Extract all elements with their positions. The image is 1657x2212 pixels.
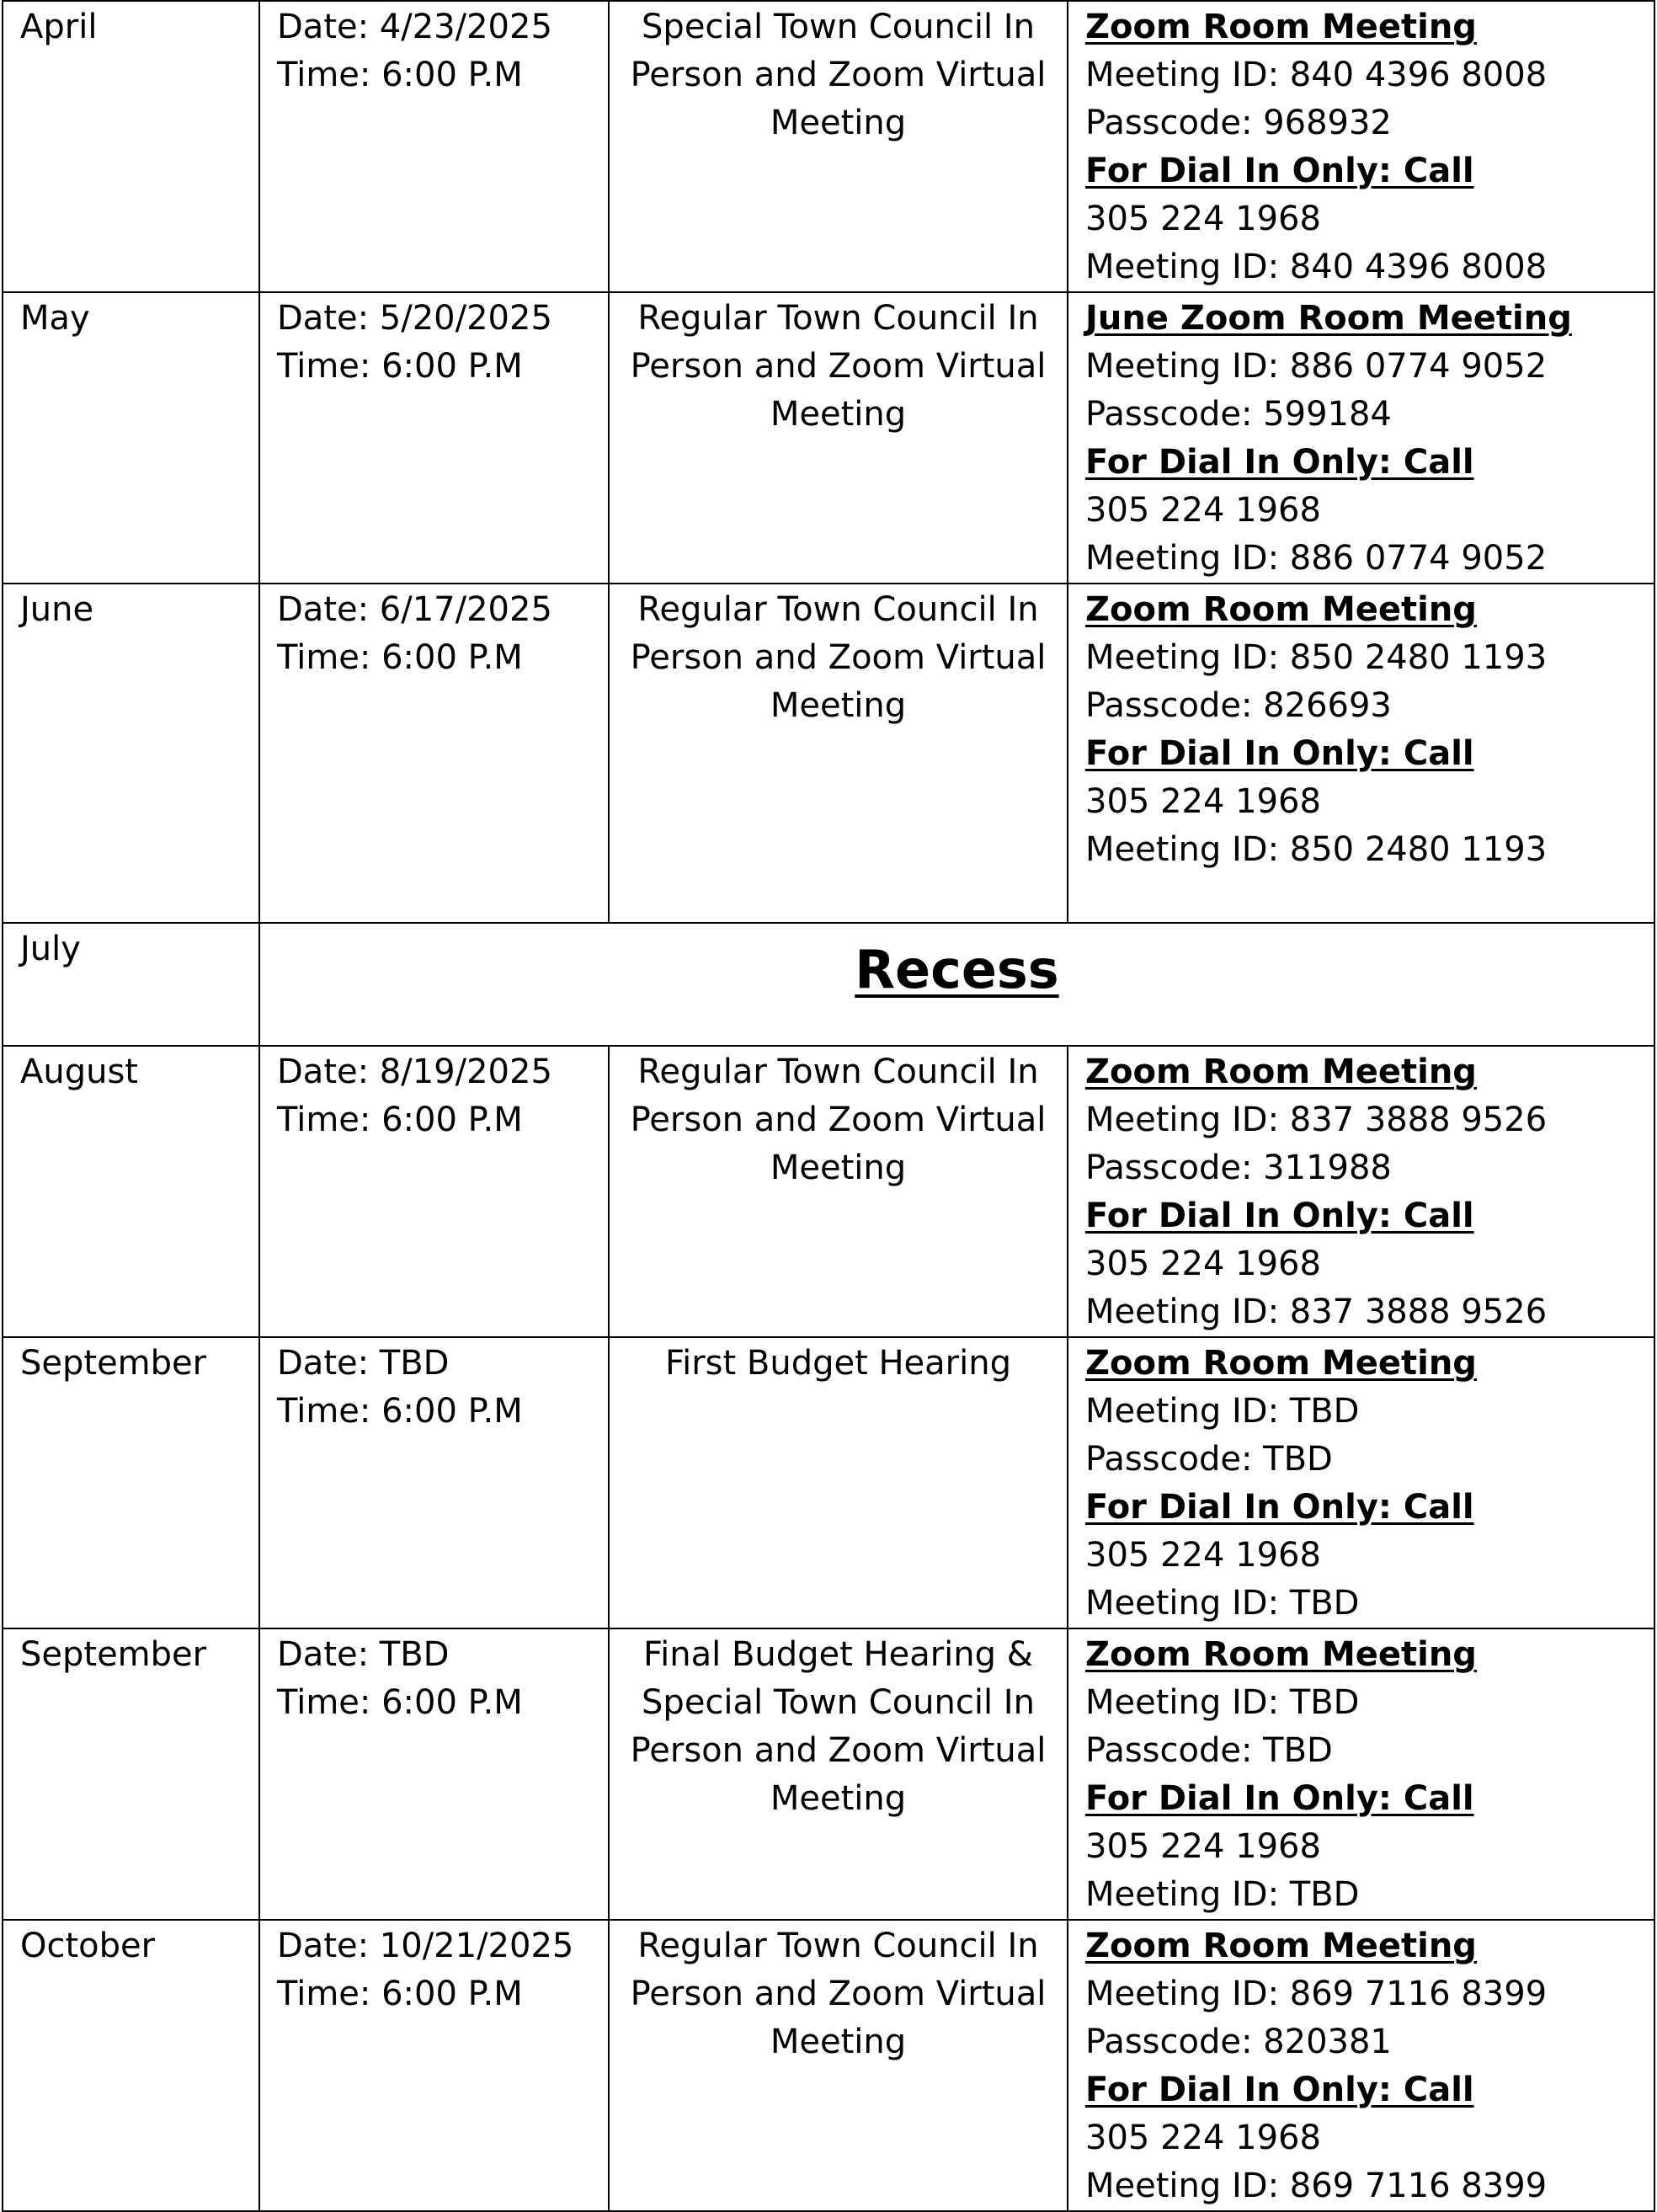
zoom-passcode: Passcode: 311988	[1085, 1149, 1392, 1187]
dial-in-heading: For Dial In Only: Call	[1085, 1197, 1474, 1235]
meeting-description: Final Budget Hearing & Special Town Council In Person and Zoom Virtual Meeting	[609, 1628, 1068, 1920]
month-cell	[3, 292, 259, 584]
month-label: October	[20, 1927, 156, 1965]
zoom-room-heading: Zoom Room Meeting	[1085, 1344, 1477, 1383]
datetime-cell	[259, 1046, 609, 1337]
dial-in-meeting-id: Meeting ID: 886 0774 9052	[1085, 539, 1548, 578]
datetime-cell	[259, 584, 609, 923]
zoom-meeting-id: Meeting ID: 869 7116 8399	[1085, 1975, 1548, 2013]
meeting-description: Special Town Council In Person and Zoom Virtual Meeting	[609, 1, 1068, 292]
month-label: May	[20, 299, 90, 338]
month-cell	[3, 1, 259, 292]
meeting-time: Time: 6:00 P.M	[277, 1101, 523, 1139]
zoom-meeting-id: Meeting ID: 840 4396 8008	[1085, 56, 1548, 94]
table-row	[3, 1920, 1654, 2211]
zoom-meeting-id: Meeting ID: TBD	[1085, 1392, 1360, 1431]
table-row	[3, 584, 1654, 923]
zoom-room-heading: June Zoom Room Meeting	[1085, 299, 1572, 338]
zoom-info-cell	[1068, 1920, 1654, 2211]
dial-in-heading: For Dial In Only: Call	[1085, 152, 1474, 190]
meeting-time: Time: 6:00 P.M	[277, 347, 523, 386]
zoom-room-heading: Zoom Room Meeting	[1085, 1927, 1477, 1965]
zoom-meeting-id: Meeting ID: 837 3888 9526	[1085, 1101, 1548, 1139]
meeting-date: Date: 5/20/2025	[277, 299, 552, 338]
month-cell	[3, 1337, 259, 1628]
month-label: August	[20, 1053, 138, 1091]
datetime-cell	[259, 1, 609, 292]
zoom-passcode: Passcode: 599184	[1085, 395, 1392, 434]
meeting-date: Date: 8/19/2025	[277, 1053, 552, 1091]
zoom-room-heading: Zoom Room Meeting	[1085, 1053, 1477, 1091]
meeting-time: Time: 6:00 P.M	[277, 638, 523, 677]
meeting-date: Date: TBD	[277, 1635, 450, 1674]
dial-in-number: 305 224 1968	[1085, 200, 1321, 238]
dial-in-meeting-id: Meeting ID: TBD	[1085, 1584, 1360, 1623]
recess-cell	[259, 923, 1654, 1046]
recess-label: Recess	[855, 939, 1059, 1000]
datetime-cell	[259, 1628, 609, 1920]
meeting-description: First Budget Hearing	[609, 1337, 1068, 1628]
month-label: September	[20, 1344, 207, 1383]
meeting-description: Regular Town Council In Person and Zoom Virtual Meeting	[609, 584, 1068, 923]
zoom-meeting-id: Meeting ID: TBD	[1085, 1683, 1360, 1722]
dial-in-meeting-id: Meeting ID: 850 2480 1193	[1085, 830, 1548, 869]
dial-in-number: 305 224 1968	[1085, 491, 1321, 530]
meeting-date: Date: TBD	[277, 1344, 450, 1383]
table-row	[3, 1337, 1654, 1628]
dial-in-heading: For Dial In Only: Call	[1085, 734, 1474, 773]
zoom-meeting-id: Meeting ID: 886 0774 9052	[1085, 347, 1548, 386]
table-row	[3, 1, 1654, 292]
dial-in-number: 305 224 1968	[1085, 1536, 1321, 1575]
datetime-cell	[259, 292, 609, 584]
zoom-passcode: Passcode: 826693	[1085, 686, 1392, 725]
meeting-time: Time: 6:00 P.M	[277, 1975, 523, 2013]
zoom-passcode: Passcode: 968932	[1085, 104, 1392, 142]
dial-in-number: 305 224 1968	[1085, 2119, 1321, 2157]
dial-in-heading: For Dial In Only: Call	[1085, 2071, 1474, 2109]
month-cell	[3, 1046, 259, 1337]
zoom-info-cell	[1068, 1046, 1654, 1337]
meeting-date: Date: 6/17/2025	[277, 590, 552, 629]
meeting-description: Regular Town Council In Person and Zoom Virtual Meeting	[609, 292, 1068, 584]
dial-in-meeting-id: Meeting ID: 840 4396 8008	[1085, 248, 1548, 286]
zoom-info-cell	[1068, 1337, 1654, 1628]
dial-in-number: 305 224 1968	[1085, 1245, 1321, 1283]
meeting-time: Time: 6:00 P.M	[277, 1392, 523, 1431]
zoom-room-heading: Zoom Room Meeting	[1085, 590, 1477, 629]
zoom-passcode: Passcode: 820381	[1085, 2023, 1392, 2061]
meeting-description: Regular Town Council In Person and Zoom Virtual Meeting	[609, 1046, 1068, 1337]
zoom-room-heading: Zoom Room Meeting	[1085, 8, 1477, 46]
table-row	[3, 1628, 1654, 1920]
table-row	[3, 923, 1654, 1046]
month-label: July	[20, 930, 81, 968]
month-cell	[3, 1920, 259, 2211]
zoom-meeting-id: Meeting ID: 850 2480 1193	[1085, 638, 1548, 677]
dial-in-heading: For Dial In Only: Call	[1085, 1779, 1474, 1818]
dial-in-meeting-id: Meeting ID: 869 7116 8399	[1085, 2167, 1548, 2205]
meeting-date: Date: 10/21/2025	[277, 1927, 574, 1965]
datetime-cell	[259, 1337, 609, 1628]
meeting-time: Time: 6:00 P.M	[277, 56, 523, 94]
meeting-description: Regular Town Council In Person and Zoom Virtual Meeting	[609, 1920, 1068, 2211]
table-row	[3, 292, 1654, 584]
dial-in-meeting-id: Meeting ID: 837 3888 9526	[1085, 1293, 1548, 1331]
meeting-time: Time: 6:00 P.M	[277, 1683, 523, 1722]
dial-in-number: 305 224 1968	[1085, 782, 1321, 821]
dial-in-number: 305 224 1968	[1085, 1827, 1321, 1866]
zoom-passcode: Passcode: TBD	[1085, 1731, 1333, 1770]
month-label: September	[20, 1635, 207, 1674]
month-cell	[3, 1628, 259, 1920]
zoom-room-heading: Zoom Room Meeting	[1085, 1635, 1477, 1674]
zoom-info-cell	[1068, 1, 1654, 292]
month-label: April	[20, 8, 98, 46]
datetime-cell	[259, 1920, 609, 2211]
dial-in-heading: For Dial In Only: Call	[1085, 1488, 1474, 1527]
table-row	[3, 1046, 1654, 1337]
meeting-date: Date: 4/23/2025	[277, 8, 552, 46]
month-label: June	[20, 590, 94, 629]
dial-in-heading: For Dial In Only: Call	[1085, 443, 1474, 482]
meeting-schedule-table	[2, 0, 1655, 2212]
month-cell	[3, 584, 259, 923]
zoom-info-cell	[1068, 292, 1654, 584]
dial-in-meeting-id: Meeting ID: TBD	[1085, 1875, 1360, 1914]
zoom-info-cell	[1068, 584, 1654, 923]
zoom-passcode: Passcode: TBD	[1085, 1440, 1333, 1479]
zoom-info-cell	[1068, 1628, 1654, 1920]
month-cell	[3, 923, 259, 1046]
